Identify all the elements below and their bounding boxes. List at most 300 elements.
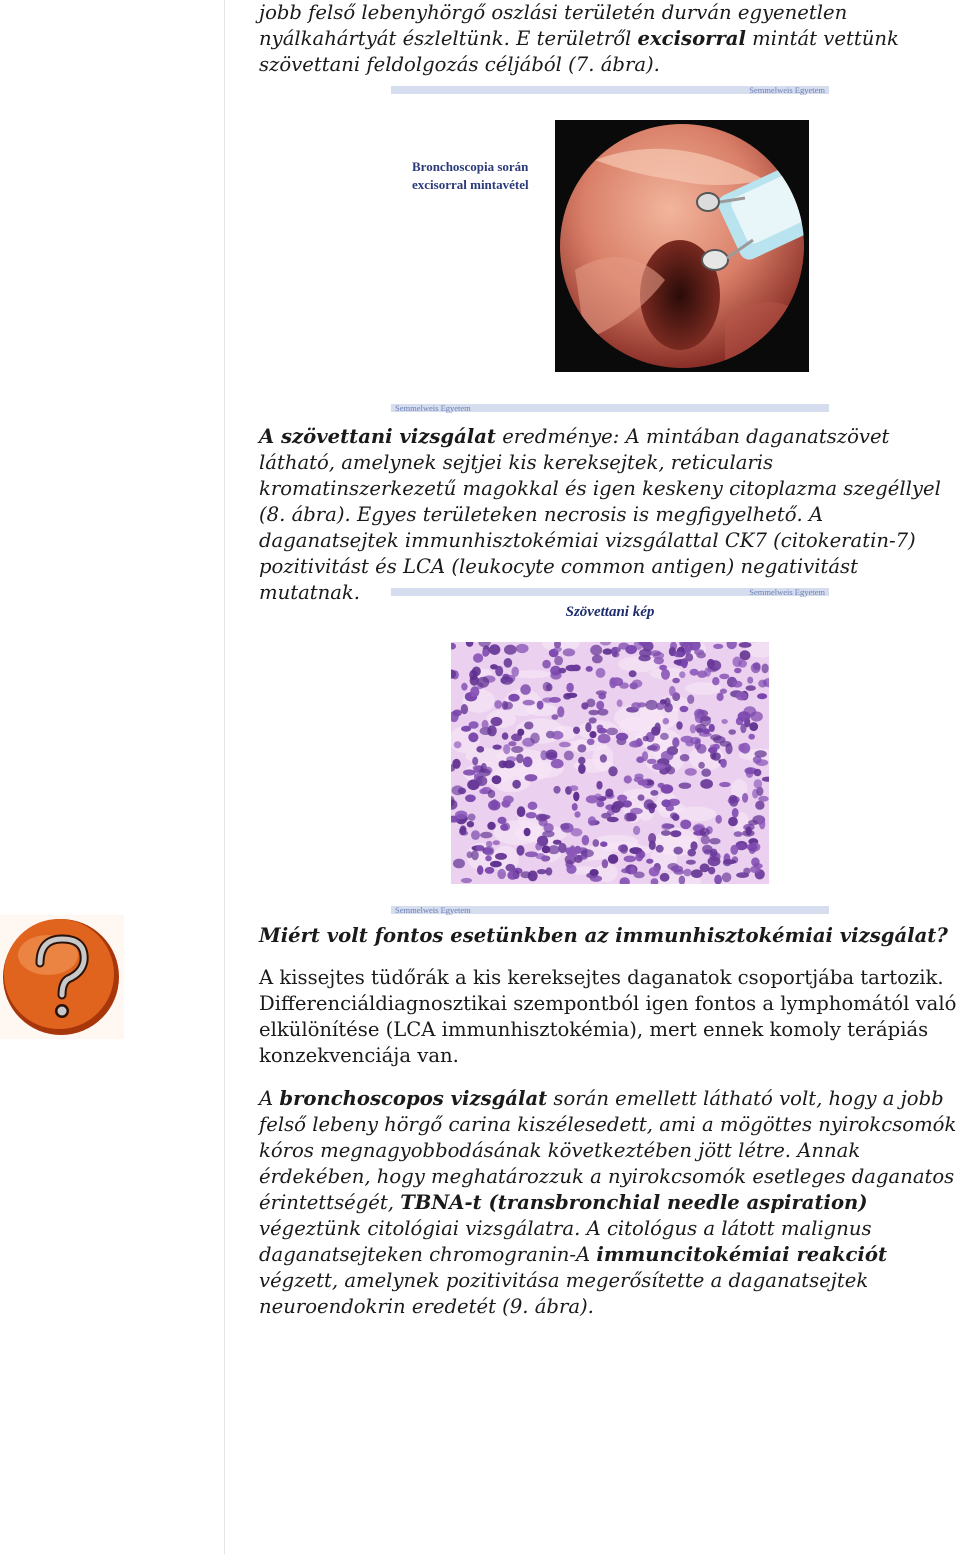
cell-nucleus: [600, 754, 607, 762]
cell-nucleus: [597, 709, 608, 716]
intro-line-2: nyálkahártyát észleltünk. E területről excisorral mintát vettünk: [259, 27, 899, 50]
cell-nucleus: [702, 845, 713, 854]
cell-nucleus: [624, 813, 633, 822]
cell-nucleus: [669, 686, 676, 696]
cell-nucleus: [525, 774, 538, 781]
slide-footer-bar: Semmelweis Egyetem: [391, 404, 829, 412]
cell-nucleus: [754, 779, 763, 789]
cell-nucleus: [553, 647, 562, 652]
cell-nucleus: [700, 716, 711, 727]
cell-nucleus: [686, 860, 696, 865]
cell-nucleus: [497, 869, 506, 879]
cell-nucleus: [700, 863, 710, 872]
cell-nucleus: [488, 790, 496, 798]
cell-nucleus: [524, 722, 533, 730]
cell-nucleus: [528, 802, 538, 810]
cell-nucleus: [517, 729, 524, 736]
cell-nucleus: [648, 833, 656, 844]
cell-nucleus: [489, 644, 500, 655]
cell-nucleus: [566, 865, 576, 874]
cell-nucleus: [750, 711, 763, 721]
cell-nucleus: [698, 762, 705, 769]
cell-nucleus: [454, 741, 462, 748]
cell-nucleus: [673, 651, 684, 657]
cell-nucleus: [646, 859, 653, 864]
cell-nucleus: [647, 759, 657, 764]
cell-nucleus: [712, 677, 719, 685]
cell-nucleus: [600, 841, 607, 847]
cell-nucleus: [708, 856, 721, 866]
cell-nucleus: [582, 835, 590, 845]
cell-nucleus: [732, 681, 742, 688]
cell-nucleus: [453, 859, 465, 869]
cell-nucleus: [715, 815, 722, 824]
cell-nucleus: [746, 685, 756, 691]
cell-nucleus: [619, 682, 629, 688]
cell-nucleus: [502, 732, 509, 739]
cell-nucleus: [469, 721, 479, 729]
cell-nucleus: [713, 644, 723, 649]
cell-nucleus: [543, 682, 551, 692]
cell-nucleus: [543, 823, 553, 833]
cell-nucleus: [487, 725, 497, 736]
cell-nucleus: [665, 764, 672, 772]
cell-nucleus: [542, 846, 551, 854]
cell-nucleus: [708, 747, 717, 753]
intro-line-3: szövettani feldolgozás céljából (7. ábra).: [259, 53, 660, 76]
cell-nucleus: [605, 789, 613, 798]
cell-nucleus: [504, 658, 513, 668]
cell-nucleus: [595, 794, 602, 799]
cell-nucleus: [585, 722, 591, 732]
cell-nucleus: [578, 757, 585, 765]
cell-nucleus: [720, 741, 732, 747]
cell-nucleus: [589, 731, 596, 738]
cell-nucleus: [710, 734, 721, 740]
cell-nucleus: [472, 757, 478, 766]
cell-nucleus: [762, 664, 769, 674]
cell-nucleus: [581, 702, 588, 709]
cell-nucleus: [737, 843, 746, 849]
cell-nucleus: [535, 842, 542, 850]
cell-nucleus: [759, 819, 765, 829]
cell-nucleus: [740, 650, 751, 660]
cell-nucleus: [747, 843, 758, 851]
cell-nucleus: [505, 864, 515, 872]
cell-nucleus: [751, 663, 761, 673]
cell-nucleus: [758, 680, 767, 688]
cell-nucleus: [624, 775, 632, 783]
cell-nucleus: [461, 704, 468, 714]
cell-nucleus: [490, 861, 502, 868]
excisor-term: excisorral: [637, 27, 746, 50]
cell-nucleus: [494, 700, 502, 709]
cell-nucleus: [455, 811, 468, 820]
cell-nucleus: [607, 817, 619, 822]
cell-nucleus: [558, 668, 566, 674]
cell-nucleus: [616, 733, 628, 741]
cell-nucleus: [473, 653, 483, 662]
cell-nucleus: [683, 869, 691, 877]
figure-7-slide: [391, 86, 829, 416]
cell-nucleus: [728, 817, 738, 827]
cell-nucleus: [516, 644, 529, 653]
immunocyto-term: immuncitokémiai reakciót: [596, 1243, 887, 1266]
cell-nucleus: [487, 822, 495, 830]
cell-nucleus: [672, 678, 680, 684]
cell-nucleus: [461, 683, 467, 691]
cell-nucleus: [631, 740, 644, 747]
cell-nucleus: [520, 684, 531, 695]
cell-nucleus: [661, 751, 674, 761]
cell-nucleus: [661, 823, 672, 830]
cell-nucleus: [738, 744, 745, 752]
cell-nucleus: [666, 805, 675, 812]
cell-nucleus: [720, 689, 727, 694]
cell-nucleus: [592, 655, 603, 664]
cell-nucleus: [674, 869, 685, 875]
cell-nucleus: [680, 754, 690, 761]
cell-nucleus: [503, 744, 510, 754]
cell-nucleus: [707, 659, 715, 669]
cell-nucleus: [755, 759, 768, 766]
cell-nucleus: [563, 693, 571, 700]
cell-nucleus: [685, 768, 697, 776]
cell-nucleus: [613, 801, 624, 809]
cell-nucleus: [670, 830, 681, 837]
cell-nucleus: [736, 692, 748, 701]
cell-nucleus: [703, 728, 710, 734]
cell-nucleus: [651, 726, 660, 735]
cell-nucleus: [516, 754, 524, 764]
cell-nucleus: [566, 683, 574, 693]
cell-nucleus: [746, 767, 754, 778]
cell-nucleus: [739, 642, 752, 648]
cell-nucleus: [508, 694, 519, 702]
cell-nucleus: [528, 871, 538, 882]
cell-nucleus: [717, 693, 724, 701]
cell-nucleus: [696, 744, 706, 754]
figure-7-caption: Bronchoscopia során excisorral mintavétel: [412, 159, 529, 192]
cell-nucleus: [517, 806, 526, 817]
cell-nucleus: [551, 759, 564, 769]
cell-nucleus: [470, 686, 479, 697]
bronchoscopy-term: bronchoscopos vizsgálat: [279, 1087, 548, 1110]
cell-nucleus: [581, 849, 594, 857]
cell-nucleus: [660, 873, 670, 882]
cell-nucleus: [523, 700, 535, 706]
cell-nucleus: [587, 739, 595, 746]
cell-nucleus: [687, 695, 694, 704]
cell-nucleus: [596, 668, 606, 678]
cell-nucleus: [590, 875, 602, 882]
cell-nucleus: [704, 667, 711, 676]
cell-nucleus: [571, 828, 583, 836]
cell-nucleus: [751, 857, 760, 866]
cell-nucleus: [557, 706, 564, 717]
cell-nucleus: [472, 667, 481, 677]
cell-nucleus: [630, 808, 643, 815]
cell-nucleus: [484, 846, 495, 856]
cell-nucleus: [743, 868, 750, 875]
cell-nucleus: [524, 828, 531, 837]
cell-nucleus: [624, 856, 636, 863]
cell-nucleus: [709, 838, 720, 844]
cell-nucleus: [566, 665, 579, 672]
cell-nucleus: [647, 803, 657, 809]
cell-nucleus: [650, 743, 660, 751]
cell-nucleus: [498, 817, 507, 824]
cell-nucleus: [491, 799, 498, 809]
cell-nucleus: [661, 669, 670, 680]
cell-nucleus: [738, 660, 747, 668]
cell-nucleus: [467, 821, 474, 827]
cell-nucleus: [723, 859, 732, 866]
cell-nucleus: [729, 798, 738, 807]
cell-nucleus: [502, 701, 508, 710]
cell-nucleus: [596, 781, 602, 790]
cell-nucleus: [712, 752, 721, 761]
cell-nucleus: [634, 774, 643, 779]
cell-nucleus: [467, 780, 479, 791]
cell-nucleus: [477, 865, 483, 875]
cell-nucleus: [757, 693, 767, 699]
cell-nucleus: [588, 816, 596, 826]
cell-nucleus: [643, 736, 649, 742]
bronchoscopy-paragraph: A bronchoscopos vizsgálat során emellett látható volt, hogy a jobb felső lebeny hörgő carina kiszélesedett, ami a mögöttes nyirokcsomók kóros megnagyobbodásának következtében jött létre. Annak érdekében, hogy meghatározzuk a nyirokcsomók esetleges daganatos érintettségét, TBNA-t (transbronchial needle aspiration) végeztünk citológiai vizsgálatra. A citológus a látott malignus daganatsejteken chromogranin-A immuncitokémiai reakciót végzett, amelynek pozitivitása megerősítette a daganatsejtek neuroendokrin eredetét (9. ábra).: [259, 1087, 957, 1318]
cell-nucleus: [694, 649, 704, 655]
cell-nucleus: [680, 706, 689, 712]
cell-nucleus: [501, 676, 514, 684]
histology-term: A szövettani vizsgálat: [259, 425, 496, 448]
cell-nucleus: [674, 660, 683, 665]
cell-nucleus: [507, 871, 518, 880]
cell-nucleus: [473, 765, 481, 770]
cell-nucleus: [701, 835, 710, 844]
cell-nucleus: [479, 789, 488, 795]
cell-nucleus: [525, 851, 538, 857]
cell-nucleus: [639, 649, 651, 658]
cell-nucleus: [625, 645, 637, 654]
cell-nucleus: [621, 868, 631, 873]
cell-nucleus: [477, 677, 489, 688]
cell-nucleus: [690, 841, 697, 850]
cell-nucleus: [719, 782, 731, 787]
cell-nucleus: [566, 847, 577, 857]
cell-nucleus: [632, 680, 643, 688]
cell-nucleus: [700, 828, 710, 837]
cell-nucleus: [573, 792, 579, 802]
cell-nucleus: [564, 751, 574, 761]
cell-nucleus: [742, 793, 748, 803]
cell-nucleus: [596, 701, 604, 710]
question-mark-icon: [0, 915, 124, 1039]
cell-nucleus: [492, 775, 502, 784]
cell-nucleus: [558, 843, 566, 853]
cell-nucleus: [542, 660, 551, 669]
cell-nucleus: [485, 856, 492, 862]
cell-nucleus: [618, 845, 628, 853]
cell-nucleus: [574, 855, 582, 863]
slide-header-bar: Semmelweis Egyetem: [391, 86, 829, 94]
cell-nucleus: [493, 745, 502, 750]
cell-nucleus: [748, 734, 755, 740]
cell-nucleus: [722, 872, 732, 882]
cell-nucleus: [485, 867, 495, 874]
cell-nucleus: [563, 648, 576, 656]
cell-nucleus: [551, 731, 563, 740]
cell-nucleus: [649, 867, 660, 877]
cell-nucleus: [754, 750, 766, 757]
cell-nucleus: [503, 760, 515, 768]
cell-nucleus: [612, 652, 619, 658]
cell-nucleus: [471, 850, 479, 860]
cell-nucleus: [495, 853, 507, 860]
cell-nucleus: [480, 832, 492, 839]
intro-paragraph: [259, 0, 959, 78]
cell-nucleus: [452, 759, 460, 769]
cell-nucleus: [593, 839, 600, 847]
cell-nucleus: [656, 702, 665, 710]
cell-nucleus: [551, 714, 558, 720]
cell-nucleus: [495, 666, 503, 677]
cell-nucleus: [660, 733, 669, 740]
cell-nucleus: [537, 869, 547, 874]
cell-nucleus: [546, 750, 558, 759]
cell-nucleus: [458, 788, 466, 795]
cell-nucleus: [493, 840, 500, 845]
cell-nucleus: [740, 724, 746, 734]
cell-nucleus: [638, 794, 645, 800]
cell-nucleus: [572, 803, 578, 811]
cell-nucleus: [517, 845, 525, 855]
cell-nucleus: [684, 646, 691, 655]
cell-nucleus: [598, 693, 606, 699]
cell-nucleus: [661, 784, 674, 793]
cell-nucleus: [471, 830, 480, 840]
cell-nucleus: [650, 790, 658, 796]
cell-nucleus: [680, 820, 691, 830]
cell-nucleus: [750, 866, 761, 873]
cell-nucleus: [720, 759, 727, 768]
cell-nucleus: [645, 700, 657, 710]
cell-nucleus: [721, 719, 727, 724]
slide-footer-bar: Semmelweis Egyetem: [391, 906, 829, 914]
cell-nucleus: [482, 649, 489, 657]
cell-nucleus: [453, 710, 462, 717]
cell-nucleus: [468, 814, 476, 821]
cell-nucleus: [589, 717, 597, 723]
cell-nucleus: [542, 697, 554, 702]
cell-nucleus: [749, 722, 758, 731]
cell-nucleus: [617, 699, 623, 707]
cell-nucleus: [637, 851, 645, 859]
cell-nucleus: [603, 648, 613, 654]
cell-nucleus: [734, 668, 741, 674]
cell-nucleus: [500, 824, 508, 831]
cell-nucleus: [633, 826, 640, 835]
cell-nucleus: [747, 677, 753, 684]
cell-nucleus: [482, 720, 489, 730]
intro-line-1: jobb felső lebenyhörgő oszlási területén durván egyenetlen: [259, 1, 848, 24]
figure-8-slide: [391, 588, 829, 918]
cell-nucleus: [608, 766, 617, 776]
cell-nucleus: [530, 733, 540, 744]
cell-nucleus: [596, 801, 604, 808]
cell-nucleus: [491, 717, 503, 726]
cell-nucleus: [476, 746, 484, 753]
cell-nucleus: [758, 796, 769, 802]
histology-image: [451, 642, 769, 884]
cell-nucleus: [676, 721, 682, 730]
cell-nucleus: [631, 702, 641, 709]
cell-nucleus: [597, 728, 607, 734]
cell-nucleus: [719, 674, 729, 680]
cell-nucleus: [608, 854, 618, 864]
cell-nucleus: [679, 671, 685, 678]
cell-nucleus: [461, 878, 472, 883]
slide-header-bar: Semmelweis Egyetem: [391, 588, 829, 596]
bronchoscopy-image: [555, 120, 809, 372]
page-margin-line: [224, 0, 225, 1554]
cell-nucleus: [679, 783, 692, 789]
cell-nucleus: [578, 764, 586, 774]
cell-nucleus: [755, 801, 764, 810]
tbna-term: TBNA-t (transbronchial needle aspiration): [400, 1191, 868, 1214]
cell-nucleus: [681, 736, 694, 743]
cell-nucleus: [746, 826, 752, 835]
cell-nucleus: [638, 780, 648, 786]
cell-nucleus: [728, 729, 736, 735]
cell-nucleus: [690, 669, 699, 676]
histology-paragraph: A szövettani vizsgálat eredménye: A mintában daganatszövet látható, amelynek sejtjei kis kereksejtek, reticularis kromatinszerkezetű magokkal és igen keskeny citoplazma szegéllyel (8. ábra). Egyes területeken necrosis is megfigyelhető. A daganatsejtek immunhisztokémiai vizsgálattal CK7 (citokeratin-7) pozitivitást és LCA (leukocyte common antigen) negativitást mutatnak.: [259, 425, 941, 604]
cell-nucleus: [598, 734, 611, 744]
cell-nucleus: [461, 831, 468, 836]
cell-nucleus: [503, 796, 514, 804]
cell-nucleus: [672, 814, 679, 821]
cell-nucleus: [606, 728, 618, 736]
cell-nucleus: [554, 656, 563, 666]
cell-nucleus: [663, 718, 670, 725]
cell-nucleus: [673, 847, 683, 855]
cell-nucleus: [512, 780, 521, 789]
cell-nucleus: [465, 795, 476, 803]
cell-nucleus: [573, 727, 580, 734]
cell-nucleus: [590, 869, 599, 876]
cell-nucleus: [577, 744, 586, 752]
cell-nucleus: [609, 677, 616, 688]
cell-nucleus: [700, 779, 713, 789]
cell-nucleus: [602, 859, 608, 868]
cell-nucleus: [553, 786, 560, 794]
cell-nucleus: [468, 732, 478, 742]
cell-nucleus: [629, 670, 637, 677]
cell-nucleus: [754, 769, 762, 777]
cell-nucleus: [536, 814, 548, 822]
cell-nucleus: [504, 645, 517, 655]
cell-nucleus: [511, 746, 523, 753]
cell-nucleus: [590, 645, 602, 656]
cell-nucleus: [569, 785, 578, 791]
cell-nucleus: [701, 769, 711, 777]
cell-nucleus: [642, 751, 648, 761]
cell-nucleus: [652, 763, 665, 770]
cell-nucleus: [690, 724, 696, 733]
cell-nucleus: [656, 845, 664, 853]
cell-nucleus: [586, 666, 593, 672]
cell-nucleus: [526, 812, 537, 818]
cell-nucleus: [523, 757, 533, 768]
